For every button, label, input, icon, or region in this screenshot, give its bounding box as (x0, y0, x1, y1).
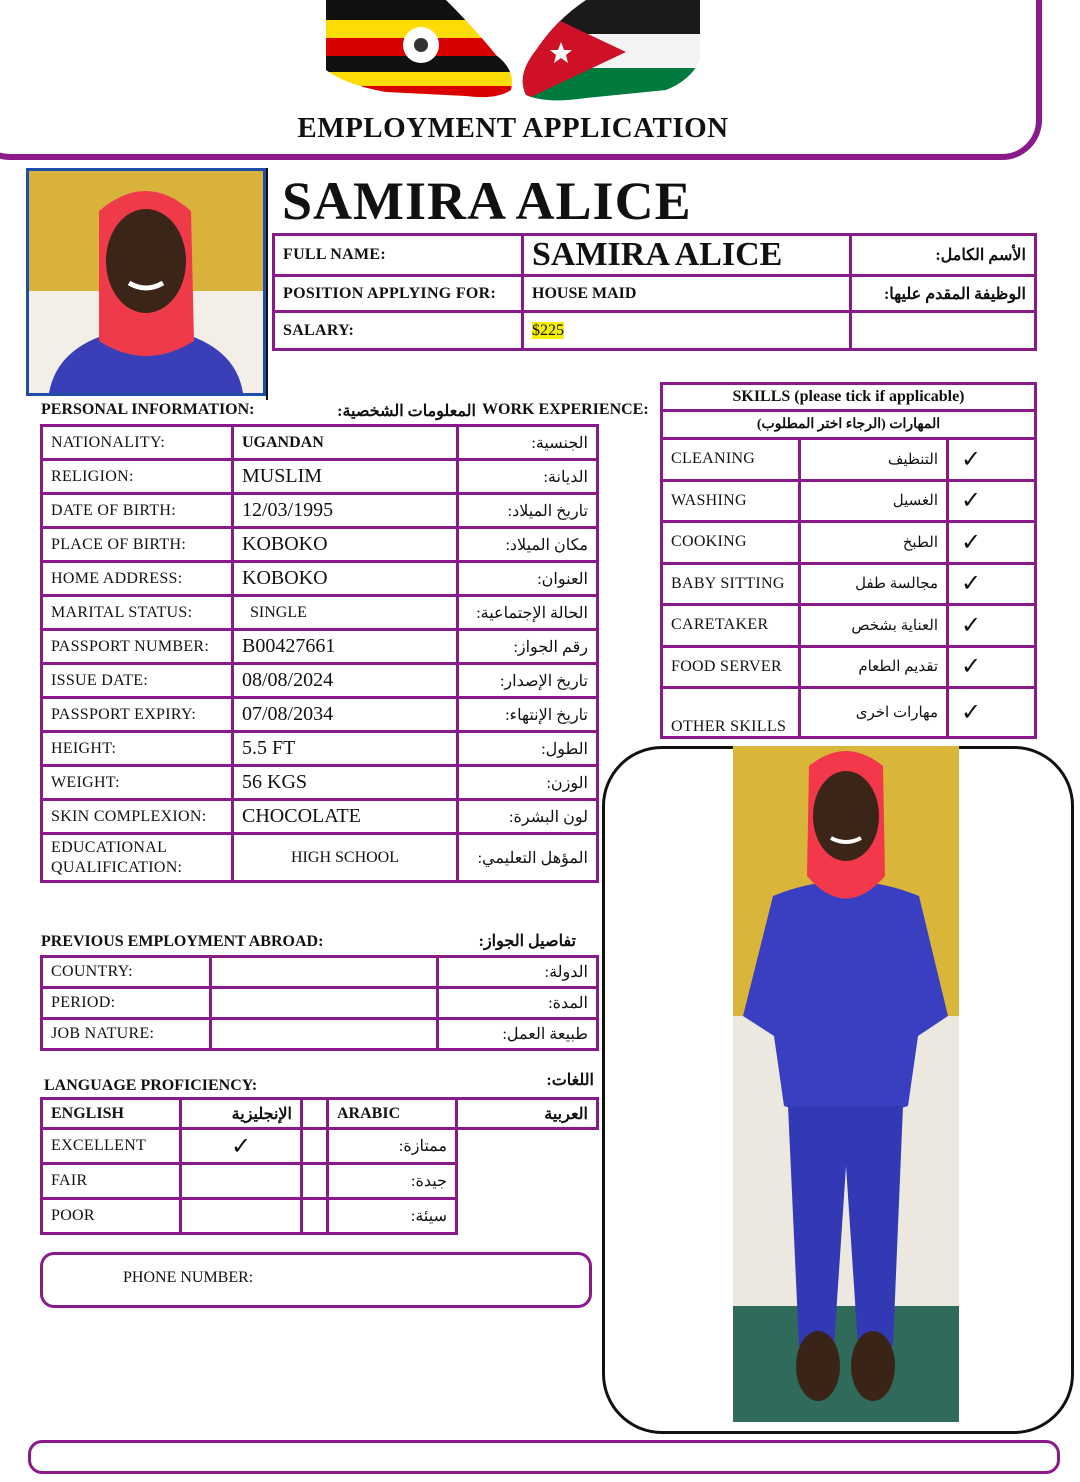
application-summary-table (272, 233, 1037, 351)
phone-number-box (40, 1252, 592, 1308)
skill-label-ar: تقديم الطعام (800, 646, 948, 688)
personal-info-label: PLACE OF BIRTH: (42, 528, 233, 562)
previous-employment-label-ar: المدة: (438, 988, 598, 1019)
personal-info-value: KOBOKO (233, 528, 458, 562)
skills-table (660, 382, 1037, 739)
skill-label: OTHER SKILLS (662, 688, 800, 738)
language-level-label-ar: جيدة: (328, 1164, 457, 1199)
table-row (42, 1199, 598, 1234)
table-row (42, 698, 598, 732)
english-tick: ✓ (181, 1129, 302, 1164)
previous-employment-label: COUNTRY: (42, 957, 211, 988)
previous-employment-title: PREVIOUS EMPLOYMENT ABROAD: (41, 933, 324, 950)
personal-info-value: UGANDAN (233, 426, 458, 460)
skill-label: CARETAKER (662, 605, 800, 647)
personal-info-label-ar: رقم الجواز: (458, 630, 598, 664)
personal-info-value: MUSLIM (233, 460, 458, 494)
personal-info-label: RELIGION: (42, 460, 233, 494)
personal-info-label: DATE OF BIRTH: (42, 494, 233, 528)
arabic-header-ar: العربية (457, 1099, 598, 1129)
personal-info-label-ar: مكان الميلاد: (458, 528, 598, 562)
language-spacer (302, 1099, 328, 1129)
table-row (42, 834, 598, 882)
skill-tick: ✓ (948, 480, 1036, 522)
salary-value: $225 (532, 321, 564, 339)
full-name-value: SAMIRA ALICE (523, 235, 851, 276)
phone-number-label: PHONE NUMBER: (123, 1269, 254, 1286)
personal-info-label-ar: تاريخ الميلاد: (458, 494, 598, 528)
document-title: EMPLOYMENT APPLICATION (297, 112, 729, 144)
work-experience-title: WORK EXPERIENCE: (482, 401, 649, 418)
skill-label-ar: التنظيف (800, 439, 948, 481)
uganda-flag-hand-icon (326, 0, 516, 100)
position-label-ar: الوظيفة المقدم عليها: (851, 276, 1036, 312)
table-row (42, 1019, 598, 1050)
table-row (42, 1164, 598, 1199)
skill-tick: ✓ (948, 605, 1036, 647)
table-row (42, 1129, 598, 1164)
table-row (42, 494, 598, 528)
table-row (42, 800, 598, 834)
personal-info-label: NATIONALITY: (42, 426, 233, 460)
applicant-name-heading: SAMIRA ALICE (282, 171, 692, 231)
personal-info-label-ar: الطول: (458, 732, 598, 766)
personal-info-label-ar: العنوان: (458, 562, 598, 596)
personal-info-label-line: QUALIFICATION: (51, 858, 183, 876)
salary-empty-cell (851, 312, 1036, 350)
skill-label: CLEANING (662, 439, 800, 481)
skills-title-ar: المهارات (الرجاء اختر المطلوب) (662, 411, 1036, 439)
personal-info-title: PERSONAL INFORMATION: (41, 401, 255, 418)
table-row (42, 988, 598, 1019)
english-tick (181, 1164, 302, 1199)
language-title-ar: اللغات: (546, 1072, 594, 1089)
table-row (42, 528, 598, 562)
personal-info-label: PASSPORT EXPIRY: (42, 698, 233, 732)
table-row (662, 646, 1036, 688)
personal-info-value: SINGLE (233, 596, 458, 630)
skill-tick: ✓ (948, 688, 1036, 738)
personal-info-value: B00427661 (233, 630, 458, 664)
language-level-label: POOR (42, 1199, 181, 1234)
full-name-label: FULL NAME: (274, 235, 523, 276)
personal-info-label: HEIGHT: (42, 732, 233, 766)
personal-info-label-ar: تاريخ الإنتهاء: (458, 698, 598, 732)
skill-label: WASHING (662, 480, 800, 522)
personal-info-label-ar: الديانة: (458, 460, 598, 494)
personal-info-value: 12/03/1995 (233, 494, 458, 528)
personal-info-label-ar: الحالة الإجتماعية: (458, 596, 598, 630)
table-row (662, 605, 1036, 647)
skills-title: SKILLS (please tick if applicable) (662, 384, 1036, 411)
language-table (40, 1097, 599, 1235)
language-title: LANGUAGE PROFICIENCY: (44, 1077, 258, 1094)
english-header: ENGLISH (42, 1099, 181, 1129)
table-row (42, 957, 598, 988)
personal-info-table (40, 424, 599, 883)
skill-label-ar: مجالسة طفل (800, 563, 948, 605)
personal-info-value: KOBOKO (233, 562, 458, 596)
table-row (662, 439, 1036, 481)
personal-info-label-ar: المؤهل التعليمي: (458, 834, 598, 882)
skill-tick: ✓ (948, 439, 1036, 481)
table-row (42, 562, 598, 596)
arabic-header: ARABIC (328, 1099, 457, 1129)
skill-label: BABY SITTING (662, 563, 800, 605)
language-level-label-ar: ممتازة: (328, 1129, 457, 1164)
table-row (42, 630, 598, 664)
personal-info-label-line: EDUCATIONAL (51, 838, 168, 856)
previous-employment-label-ar: الدولة: (438, 957, 598, 988)
jordan-flag-hand-icon (516, 0, 700, 104)
arabic-level-value (302, 1199, 328, 1234)
table-row (42, 766, 598, 800)
table-row (42, 664, 598, 698)
skill-label-ar: الطبخ (800, 522, 948, 564)
personal-info-value: HIGH SCHOOL (233, 834, 458, 882)
previous-employment-label: JOB NATURE: (42, 1019, 211, 1050)
personal-info-label: HOME ADDRESS: (42, 562, 233, 596)
personal-info-label-ar: لون البشرة: (458, 800, 598, 834)
table-row (662, 480, 1036, 522)
personal-info-value: 5.5 FT (233, 732, 458, 766)
arabic-level-value (302, 1129, 328, 1164)
personal-info-label-ar: الوزن: (458, 766, 598, 800)
salary-label: SALARY: (274, 312, 523, 350)
personal-info-label: PASSPORT NUMBER: (42, 630, 233, 664)
table-row (662, 688, 1036, 738)
language-level-label: FAIR (42, 1164, 181, 1199)
photo-divider (266, 168, 268, 400)
language-level-label-ar: سيئة: (328, 1199, 457, 1234)
english-header-ar: الإنجليزية (181, 1099, 302, 1129)
personal-info-label: SKIN COMPLEXION: (42, 800, 233, 834)
position-value: HOUSE MAID (523, 276, 851, 312)
previous-employment-label: PERIOD: (42, 988, 211, 1019)
applicant-portrait-photo (26, 168, 266, 396)
personal-info-label: ISSUE DATE: (42, 664, 233, 698)
personal-info-value: 08/08/2024 (233, 664, 458, 698)
skill-tick: ✓ (948, 563, 1036, 605)
table-row (42, 732, 598, 766)
full-name-label-ar: الأسم الكامل: (851, 235, 1036, 276)
table-row (42, 426, 598, 460)
table-row (662, 563, 1036, 605)
language-level-label: EXCELLENT (42, 1129, 181, 1164)
english-tick (181, 1199, 302, 1234)
personal-info-label: WEIGHT: (42, 766, 233, 800)
skill-tick: ✓ (948, 646, 1036, 688)
previous-employment-title-ar: تفاصيل الجواز: (478, 933, 576, 950)
previous-employment-table (40, 955, 599, 1051)
skill-label: FOOD SERVER (662, 646, 800, 688)
table-row (42, 596, 598, 630)
applicant-full-body-photo (733, 746, 959, 1422)
personal-info-value: 56 KGS (233, 766, 458, 800)
skill-label-ar: مهارات اخرى (800, 688, 948, 738)
personal-info-label-ar: الجنسية: (458, 426, 598, 460)
personal-info-value: 07/08/2034 (233, 698, 458, 732)
previous-employment-value (211, 988, 438, 1019)
previous-employment-label-ar: طبيعة العمل: (438, 1019, 598, 1050)
position-label: POSITION APPLYING FOR: (274, 276, 523, 312)
personal-info-label: MARITAL STATUS: (42, 596, 233, 630)
personal-info-label-ar: تاريخ الإصدار: (458, 664, 598, 698)
previous-employment-value (211, 957, 438, 988)
footer-box (28, 1440, 1060, 1474)
table-row (662, 522, 1036, 564)
skill-label-ar: الغسيل (800, 480, 948, 522)
personal-info-title-ar: المعلومات الشخصية: (337, 403, 476, 420)
personal-info-label (42, 834, 233, 882)
personal-info-value: CHOCOLATE (233, 800, 458, 834)
skill-label: COOKING (662, 522, 800, 564)
skill-tick: ✓ (948, 522, 1036, 564)
table-row (42, 460, 598, 494)
arabic-level-value (302, 1164, 328, 1199)
previous-employment-value (211, 1019, 438, 1050)
skill-label-ar: العناية بشخص (800, 605, 948, 647)
